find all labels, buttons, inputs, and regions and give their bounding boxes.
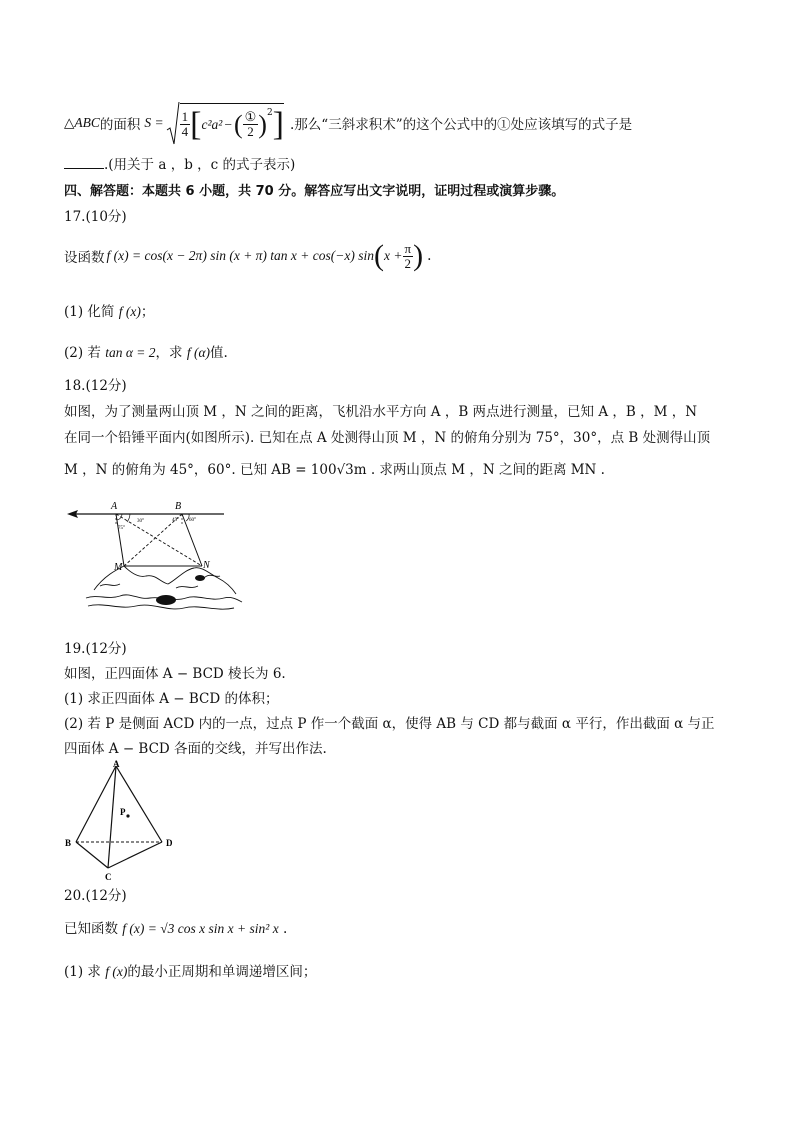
- fig-angle-60: 60°: [189, 518, 196, 523]
- q19-tetrahedron-figure: [62, 758, 182, 882]
- circled-fraction: [243, 110, 259, 139]
- edge-cd: [108, 842, 162, 868]
- q20-line1-expr: f (x) = √3 cos x sin x + sin² x: [122, 921, 279, 936]
- q17-part1-prefix: (1) 化简: [64, 304, 115, 320]
- q18-figure: [64, 498, 244, 618]
- q17-part2-mid: ，求: [155, 345, 183, 361]
- q18-line2: 在同一个铅锤平面内(如图所示). 已知在点 A 处测得山顶 M ，N 的俯角分别为 75°，30°，点 B 处测得山顶: [64, 430, 711, 446]
- edge-bc: [76, 842, 108, 868]
- minus-sign: −: [224, 116, 232, 132]
- s-equals: S =: [144, 115, 164, 130]
- quarter-num: 1: [181, 109, 189, 124]
- tet-label-c: C: [105, 872, 112, 882]
- q17-part2: [64, 341, 228, 361]
- dark-rock-small-icon: [195, 575, 205, 581]
- quarter-den: 4: [181, 124, 189, 139]
- formula-line-2: [64, 153, 295, 173]
- q17-part2-expr1: tan α = 2: [105, 345, 156, 360]
- fig-angle-45: 45°: [172, 518, 179, 523]
- c2a2-term: c²a²: [201, 116, 223, 132]
- tet-label-d: D: [166, 838, 173, 848]
- answer-blank[interactable]: [64, 156, 104, 169]
- tet-label-p: P: [120, 807, 126, 817]
- q17-func-prefix: 设函数: [64, 250, 105, 266]
- outer-power: 2: [266, 107, 273, 118]
- q20-part1-suffix: 的最小正周期和单调递增区间；: [127, 964, 317, 980]
- q19-header: 19.(12分): [64, 641, 127, 657]
- quarter-fraction: [180, 110, 191, 139]
- q20-header: 20.(12分): [64, 888, 127, 904]
- q20-line1: [64, 917, 287, 937]
- fig-label-b: B: [175, 501, 182, 512]
- q18-header: 18.(12分): [64, 378, 127, 394]
- q20-part1: [64, 960, 316, 980]
- edge-ac: [108, 766, 116, 868]
- q19-line1: 如图，正四面体 A − BCD 棱长为 6.: [64, 666, 286, 682]
- q19-line3: (2) 若 P 是侧面 ACD 内的一点，过点 P 作一个截面 α，使得 AB 与 CD 都与截面 α 平行，作出截面 α 与正: [64, 716, 715, 732]
- q19-line2: (1) 求正四面体 A − BCD 的体积；: [64, 691, 279, 707]
- tet-label-b: B: [65, 838, 72, 848]
- formula-suffix: .那么“三斜求积术”的这个公式中的①处应该填写的式子是: [290, 117, 633, 133]
- area-text: 的面积: [99, 117, 141, 133]
- triangle-abc: ABC: [74, 115, 100, 130]
- q17-header: 17.(10分): [64, 209, 127, 225]
- dark-rock-icon: [156, 595, 176, 605]
- q17-func-expr: f (x) = cos(x − 2π) sin (x + π) tan x + cos(−x) sin: [106, 248, 375, 263]
- q19-line4: 四面体 A − BCD 各面的交线，并写出作法.: [64, 741, 327, 757]
- fig-label-m: M: [114, 562, 123, 573]
- edge-ad: [116, 766, 162, 842]
- q17-function: 设函数 f (x) = cos(x − 2π) sin (x + π) tan x + cos(−x) sin ( x + $\frac{\pi}{2}$ ) .: [64, 239, 432, 272]
- q17-paren-x: x +: [384, 248, 403, 263]
- q17-part1-expr: f (x): [118, 304, 141, 319]
- q17-pi-num: π: [404, 240, 412, 256]
- q20-line1-prefix: 已知函数: [64, 921, 118, 937]
- edge-ab: [76, 766, 116, 842]
- q17-pi-den: 2: [404, 255, 412, 271]
- sqrt-body: $\frac{1}{4}$ [ c²a² − ( $\frac{\text{①}}{2}$ ) $^2$ ]: [180, 103, 284, 144]
- q17-func-end: .: [427, 248, 432, 264]
- q17-part1: [64, 300, 154, 320]
- q17-pi-fraction: [403, 242, 414, 271]
- circled-one: ①: [244, 109, 257, 124]
- section4-heading: 四、解答题：本题共 6 小题，共 70 分。解答应写出文字说明，证明过程或演算步骤。: [64, 184, 565, 199]
- q20-line1-suffix: .: [282, 921, 288, 937]
- sqrt-sign-icon: [166, 100, 180, 146]
- q17-part2-prefix: (2) 若: [64, 345, 101, 361]
- fig-label-a: A: [111, 501, 118, 512]
- triangle-symbol: △: [64, 115, 75, 131]
- line-am: [116, 514, 124, 566]
- formula-line: [64, 100, 632, 146]
- q20-part1-prefix: (1) 求: [64, 964, 101, 980]
- q20-part1-expr: f (x): [105, 964, 128, 979]
- q17-part2-suffix: 值.: [210, 345, 228, 361]
- q18-line1: 如图，为了测量两山顶 M ，N 之间的距离，飞机沿水平方向 A ，B 两点进行测量，已知 A ，B ，M ，N: [64, 404, 698, 420]
- formula-line2-text: .(用关于 a ，b ，c 的式子表示): [104, 157, 296, 173]
- q17-part1-suffix: ；: [140, 304, 155, 320]
- fig-angle-75: 75°: [118, 526, 125, 531]
- q17-part2-expr2: f (α): [186, 345, 211, 360]
- fig-label-n: N: [203, 560, 210, 571]
- point-p: [126, 814, 129, 817]
- tet-label-a: A: [113, 759, 120, 769]
- q18-line3: M ，N 的俯角为 45°，60°. 已知 AB = 100√3m . 求两山顶点 M ，N 之间的距离 MN .: [64, 462, 605, 478]
- sqrt-expression: [166, 100, 284, 146]
- fig-angle-30: 30°: [137, 519, 144, 524]
- circled-den: 2: [247, 124, 254, 139]
